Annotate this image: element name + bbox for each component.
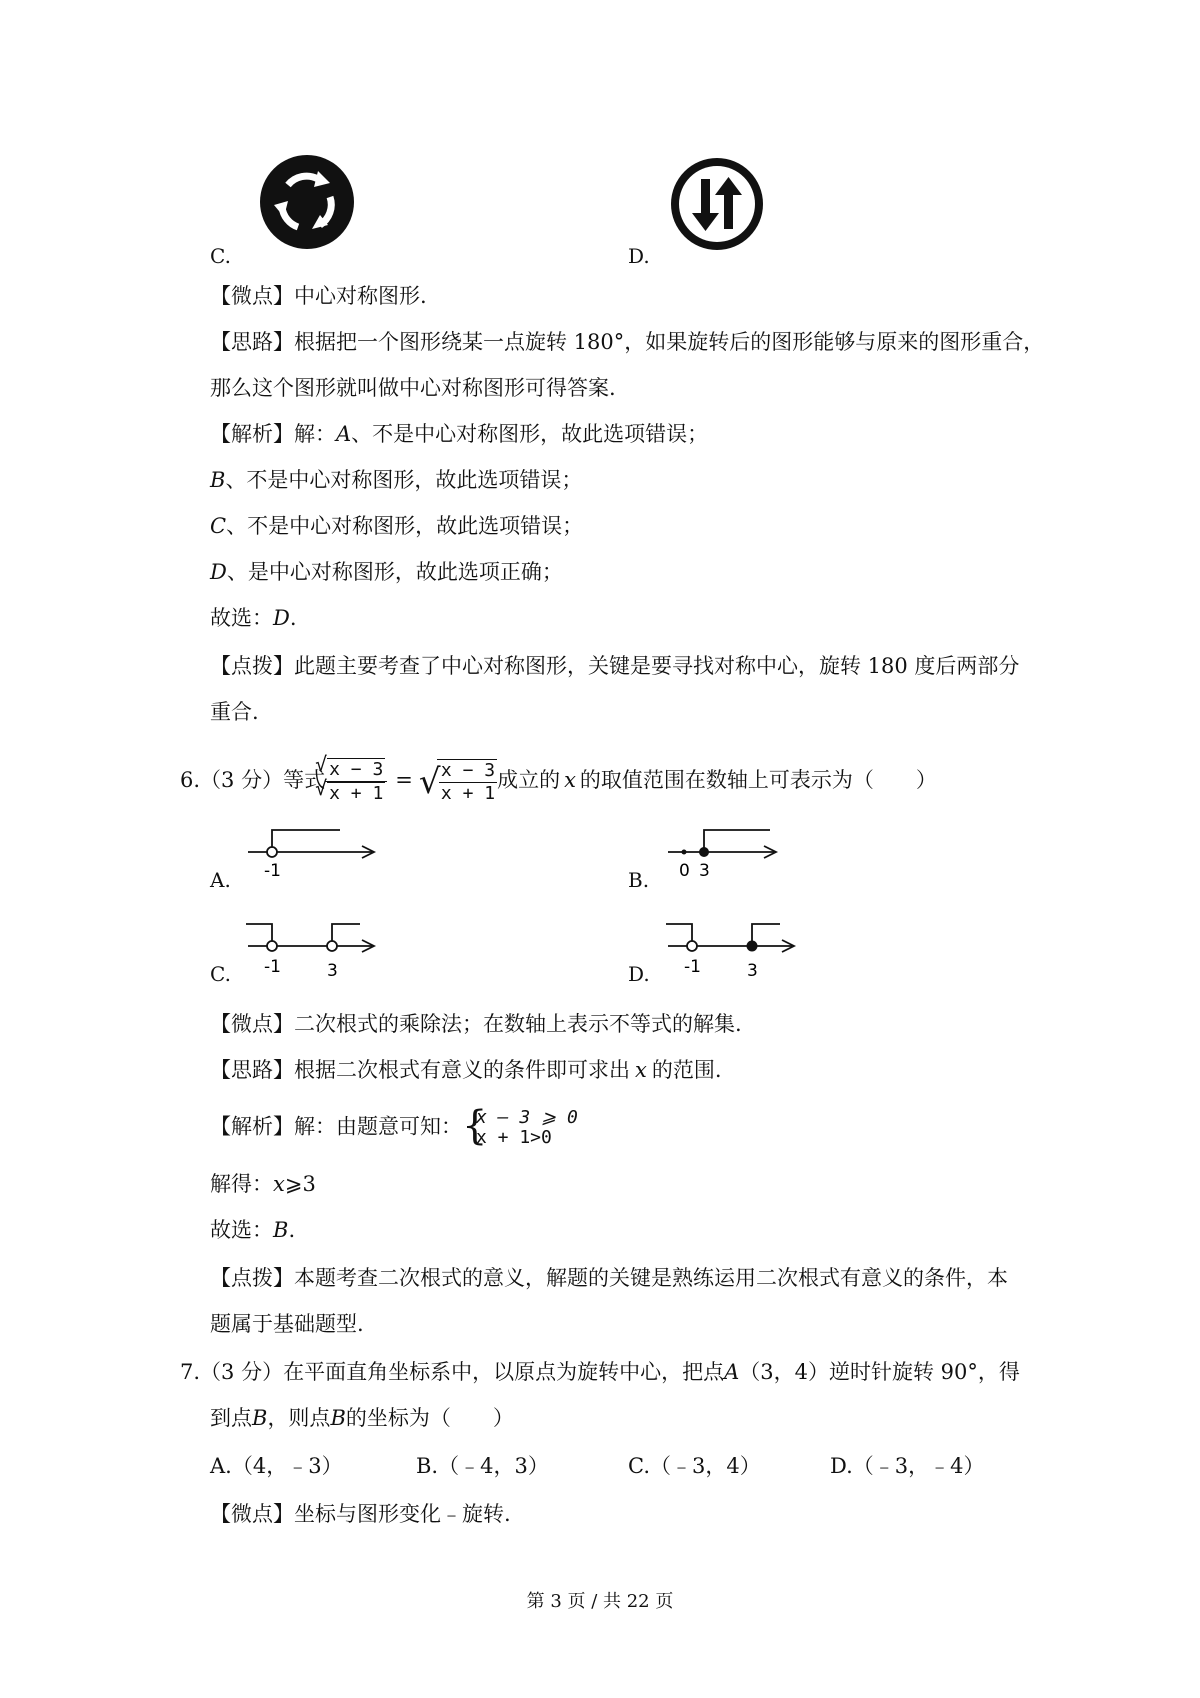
jiede-variable: x <box>273 1172 285 1196</box>
option-text: （﹣4，3） <box>438 1454 549 1478</box>
inequality-system <box>462 1108 578 1148</box>
question-score: （3 分）等式 <box>200 768 326 792</box>
roundabout-sign-icon <box>258 153 356 251</box>
weidian-text: 二次根式的乘除法；在数轴上表示不等式的解集. <box>294 1012 742 1036</box>
tick-label: 3 <box>327 961 338 981</box>
option-c-label: C. <box>210 244 231 268</box>
dianbo-tag: 【点拨】 <box>210 1266 294 1290</box>
silu-tag: 【思路】 <box>210 330 294 354</box>
stem-text: 成立的 <box>497 768 561 792</box>
weidian-text: 中心对称图形. <box>294 284 427 308</box>
q7-option-b <box>416 1452 549 1480</box>
jiexi-prefix: 解： <box>294 422 336 446</box>
question-number: 6. <box>180 768 201 792</box>
silu-text: 根据二次根式有意义的条件即可求出 <box>294 1058 630 1082</box>
rhs-fraction <box>418 759 497 805</box>
option-label: D. <box>830 1454 853 1478</box>
q6-option-c-label: C. <box>210 962 231 986</box>
option-label: C. <box>628 1454 650 1478</box>
inequality-1: { x ‒ 3 ⩾ 0 <box>476 1107 578 1128</box>
answer-suffix: . <box>288 1218 296 1242</box>
silu-tag: 【思路】 <box>210 1058 294 1082</box>
rhs-numerator: x − 3 <box>440 759 496 781</box>
silu-text: 根据把一个图形绕某一点旋转 180°，如果旋转后的图形能够与原来的图形重合， <box>294 330 1045 354</box>
stem-text: 的取值范围在数轴上可表示为（ ） <box>579 768 937 792</box>
q5-jiexi-1 <box>210 420 708 448</box>
q6-option-b-label: B. <box>628 868 650 892</box>
q7-option-a <box>210 1452 343 1480</box>
jiexi-text: 、是中心对称图形，故此选项正确； <box>226 560 563 584</box>
jiexi-text: 解：由题意可知： <box>294 1114 462 1139</box>
jiede-prefix: 解得： <box>210 1172 273 1196</box>
q5-silu-1 <box>210 328 1044 356</box>
answer-prefix: 故选： <box>210 1218 273 1242</box>
inequality-2: x + 1>0 <box>476 1127 552 1148</box>
q7-weidian <box>210 1500 511 1528</box>
q5-answer <box>210 604 297 632</box>
stem-text: （3，4）逆时针旋转 90°，得 <box>739 1360 1020 1384</box>
answer-letter: B <box>273 1218 289 1242</box>
lhs-fraction <box>325 758 387 805</box>
weidian-tag: 【微点】 <box>210 1502 294 1526</box>
option-letter: B <box>210 468 226 492</box>
stem-variable: x <box>564 768 576 792</box>
option-label: A. <box>210 1454 232 1478</box>
silu-text: 的范围. <box>651 1058 722 1082</box>
answer-prefix: 故选： <box>210 606 273 630</box>
q6-silu <box>210 1056 722 1084</box>
number-line-c <box>244 918 384 984</box>
stem-text: ，则点 <box>267 1406 331 1430</box>
point-a: A <box>724 1360 740 1384</box>
jiexi-text: 、不是中心对称图形，故此选项错误； <box>225 468 583 492</box>
q6-stem <box>180 758 937 805</box>
lhs-numerator: √ x − 3 <box>327 758 385 781</box>
q5-dianbo-1 <box>210 652 1019 680</box>
lhs-denominator: √ x + 1 <box>327 782 385 805</box>
q6-dianbo-1 <box>210 1264 1008 1292</box>
dianbo-text: 此题主要考查了中心对称图形，关键是要寻找对称中心，旋转 180 度后两部分 <box>294 654 1020 678</box>
q6-option-d-label: D. <box>628 962 650 986</box>
number-line-d <box>664 918 804 984</box>
tick-label: -1 <box>264 957 281 977</box>
option-text: （﹣3，4） <box>650 1454 761 1478</box>
stem-text: 到点 <box>210 1406 252 1430</box>
q6-jiexi <box>210 1108 578 1148</box>
page-footer: 第 3 页 / 共 22 页 <box>526 1591 674 1612</box>
q5-jiexi-4 <box>210 558 563 586</box>
silu-variable: x <box>635 1058 647 1082</box>
tick-label: 0 <box>679 861 690 881</box>
q7-option-c <box>628 1452 761 1480</box>
tick-label: -1 <box>684 957 701 977</box>
jiexi-tag: 【解析】 <box>210 422 294 446</box>
q5-dianbo-2: 重合. <box>210 700 259 724</box>
q5-jiexi-3 <box>210 512 583 540</box>
option-label: B. <box>416 1454 439 1478</box>
tick-label: -1 <box>264 861 281 881</box>
stem-text: 的坐标为（ ） <box>345 1406 514 1430</box>
q5-jiexi-2 <box>210 466 582 494</box>
weidian-tag: 【微点】 <box>210 284 294 308</box>
option-text: （4，﹣3） <box>231 1454 343 1478</box>
question-number: 7. <box>180 1360 201 1384</box>
q7-stem-1 <box>180 1358 1020 1386</box>
number-line-b <box>664 826 784 888</box>
number-line-a <box>244 826 384 888</box>
q6-option-a-label: A. <box>210 868 231 892</box>
option-letter: C <box>210 514 227 538</box>
q5-weidian <box>210 282 427 310</box>
answer-letter: D <box>273 606 290 630</box>
jiexi-tag: 【解析】 <box>210 1114 294 1139</box>
option-d-label: D. <box>628 244 650 268</box>
q6-dianbo-2: 题属于基础题型. <box>210 1312 364 1336</box>
weidian-tag: 【微点】 <box>210 1012 294 1036</box>
stem-text: （3 分）在平面直角坐标系中，以原点为旋转中心，把点 <box>200 1360 725 1384</box>
q6-jiede <box>210 1170 316 1198</box>
jiexi-text: 、不是中心对称图形，故此选项错误； <box>351 422 709 446</box>
q5-silu-2: 那么这个图形就叫做中心对称图形可得答案. <box>210 376 616 400</box>
option-letter: A <box>336 422 352 446</box>
weidian-text: 坐标与图形变化﹣旋转. <box>294 1502 511 1526</box>
rhs-radical: √ $\frac{x - 3}{x + 1}$ <box>418 759 496 804</box>
q6-answer <box>210 1216 295 1244</box>
dianbo-tag: 【点拨】 <box>210 654 294 678</box>
dianbo-text: 本题考查二次根式的意义，解题的关键是熟练运用二次根式有意义的条件，本 <box>294 1266 1008 1290</box>
point-b: B <box>330 1406 346 1430</box>
answer-suffix: . <box>289 606 297 630</box>
jiexi-text: 、不是中心对称图形，故此选项错误； <box>226 514 584 538</box>
point-b: B <box>252 1406 268 1430</box>
jiede-result: ⩾3 <box>284 1172 316 1196</box>
tick-label: 3 <box>747 961 758 981</box>
q6-weidian <box>210 1010 742 1038</box>
tick-label: 3 <box>699 861 710 881</box>
option-text: （﹣3，﹣4） <box>852 1454 985 1478</box>
q7-stem-2 <box>210 1404 514 1432</box>
option-letter: D <box>210 560 227 584</box>
rhs-denominator: x + 1 <box>440 782 496 804</box>
q7-option-d <box>830 1452 985 1480</box>
equals-sign: = <box>395 768 413 792</box>
two-way-traffic-sign-icon <box>668 155 766 253</box>
